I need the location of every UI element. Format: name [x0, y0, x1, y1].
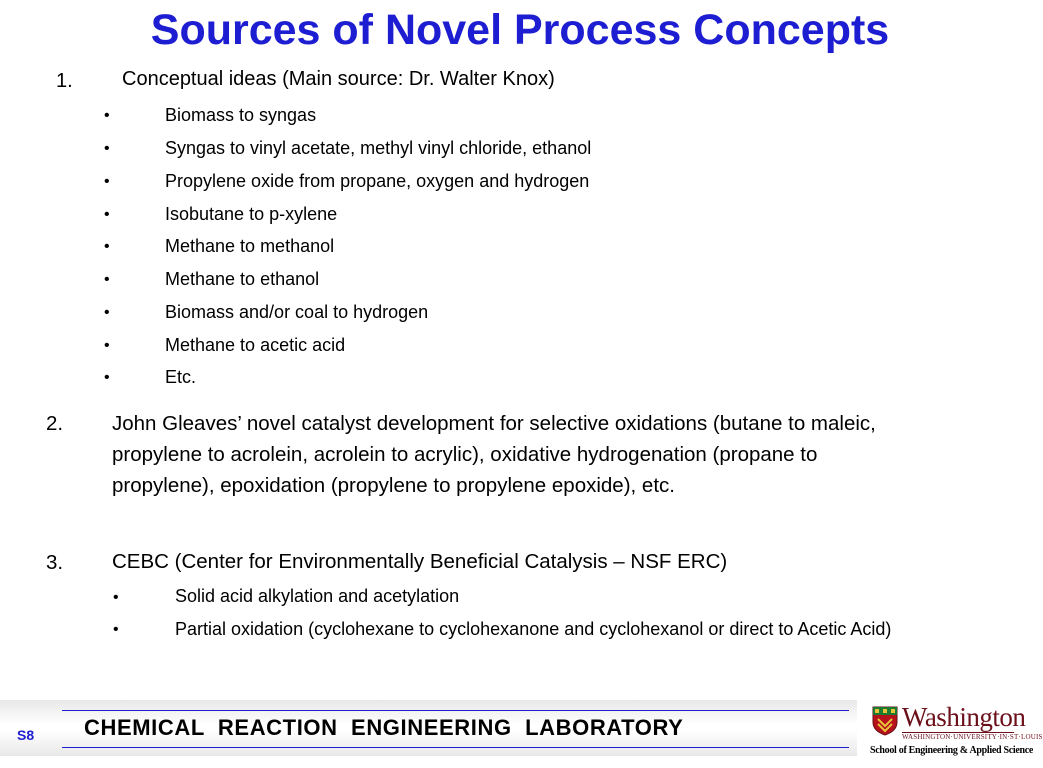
bullet-icon: •	[113, 621, 119, 638]
bullet-text: Biomass and/or coal to hydrogen	[165, 302, 429, 322]
item-3-number: 3.	[46, 551, 64, 574]
bullet-icon: •	[104, 173, 110, 190]
item-1-text: Conceptual ideas (Main source: Dr. Walter Knox)	[122, 68, 555, 90]
bullet-text: Methane to acetic acid	[165, 335, 346, 355]
bullet-icon: •	[104, 337, 110, 354]
item-3-text: CEBC (Center for Environmentally Beneficial Catalysis – NSF ERC)	[112, 550, 728, 573]
bullet-icon: •	[104, 206, 110, 223]
item-1-number: 1.	[56, 70, 73, 92]
slide-title: Sources of Novel Process Concepts	[150, 6, 890, 54]
footer-bottom-rule	[62, 747, 849, 748]
item-2-number: 2.	[46, 412, 64, 435]
shield-icon	[872, 706, 898, 736]
bullet-icon: •	[104, 271, 110, 288]
bullet-text: Methane to ethanol	[165, 269, 320, 289]
bullet-text: Solid acid alkylation and acetylation	[175, 586, 460, 606]
item-2-text: John Gleaves’ novel catalyst development for selective oxidations (butane to maleic, propylene to acrolein, acrolein to acrylic), oxidative hydrogenation (propane to propylene), epoxidation (propylene to propylene epoxide), etc.	[112, 412, 876, 497]
bullet-text: Syngas to vinyl acetate, methyl vinyl chloride, ethanol	[165, 138, 592, 158]
bullet-text: Propylene oxide from propane, oxygen and hydrogen	[165, 171, 590, 191]
bullet-icon: •	[104, 369, 110, 386]
bullet-text: Isobutane to p-xylene	[165, 204, 338, 224]
bullet-text: Etc.	[165, 367, 197, 387]
logo-subtitle: WASHINGTON·UNIVERSITY·IN·ST·LOUIS	[902, 733, 1043, 741]
bullet-icon: •	[104, 107, 110, 124]
bullet-icon: •	[104, 304, 110, 321]
bullet-icon: •	[104, 238, 110, 255]
school-name: School of Engineering & Applied Science	[870, 745, 1034, 756]
bullet-text: Partial oxidation (cyclohexane to cyclohexanone and cyclohexanol or direct to Acetic Acid)	[175, 619, 892, 639]
university-logo	[868, 700, 1043, 762]
lab-name: CHEMICAL REACTION ENGINEERING LABORATORY	[84, 715, 684, 740]
bullet-icon: •	[113, 589, 119, 606]
slide-number: S8	[17, 727, 35, 743]
logo-wordmark: Washington	[902, 702, 1026, 732]
footer-top-rule	[62, 710, 849, 711]
bullet-text: Biomass to syngas	[165, 105, 317, 125]
bullet-icon: •	[104, 140, 110, 157]
bullet-text: Methane to methanol	[165, 236, 335, 256]
